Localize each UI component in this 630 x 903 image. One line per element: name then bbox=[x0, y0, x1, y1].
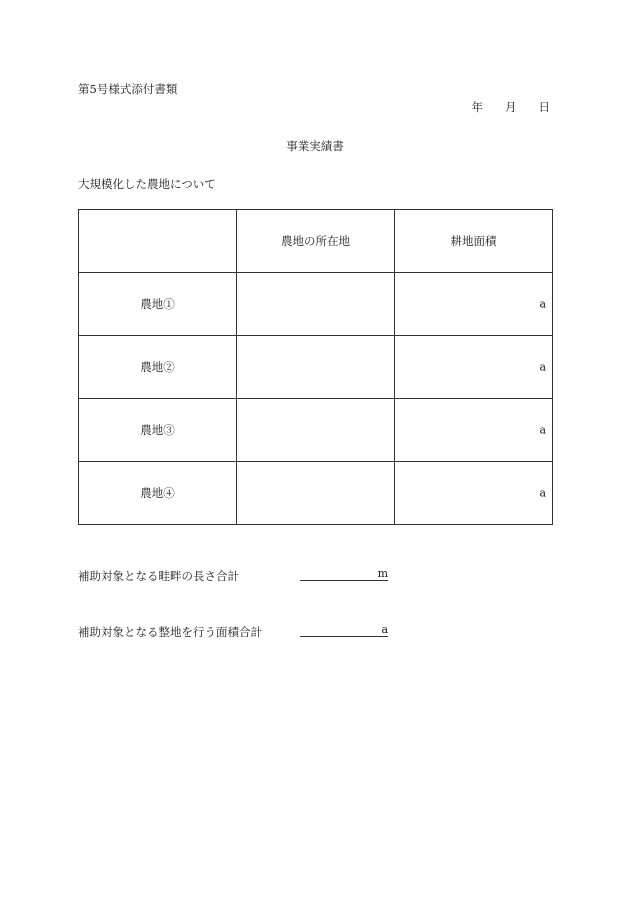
area-unit-label: a bbox=[539, 486, 546, 500]
section-heading: 大規模化した農地について bbox=[78, 177, 216, 191]
farmland-area-cell[interactable] bbox=[395, 399, 553, 462]
farmland-location-cell[interactable] bbox=[237, 273, 395, 336]
form-number: 第5号様式添付書類 bbox=[78, 82, 178, 96]
document-title: 事業実績書 bbox=[286, 139, 344, 153]
leveling-area-total-field[interactable] bbox=[300, 622, 388, 637]
farmland-name-cell: 農地③ bbox=[79, 399, 237, 462]
farmland-location-cell[interactable] bbox=[237, 336, 395, 399]
farmland-name-cell: 農地④ bbox=[79, 462, 237, 525]
leveling-area-unit: a bbox=[381, 623, 388, 636]
table-header-row bbox=[79, 210, 553, 273]
header-cell-area: 耕地面積 bbox=[395, 210, 553, 273]
area-unit-label: a bbox=[539, 297, 546, 311]
leveling-area-total-label: 補助対象となる整地を行う面積合計 bbox=[78, 625, 262, 639]
farmland-location-cell[interactable] bbox=[237, 399, 395, 462]
table-row bbox=[79, 462, 553, 525]
levee-length-total-field[interactable] bbox=[300, 566, 388, 581]
area-unit-label: a bbox=[539, 423, 546, 437]
farmland-area-cell[interactable] bbox=[395, 462, 553, 525]
farmland-area-cell[interactable] bbox=[395, 336, 553, 399]
header-cell-location: 農地の所在地 bbox=[237, 210, 395, 273]
farmland-name-cell: 農地② bbox=[79, 336, 237, 399]
levee-length-total-label: 補助対象となる畦畔の長さ合計 bbox=[78, 569, 239, 583]
levee-length-unit: m bbox=[377, 567, 388, 580]
area-unit-label: a bbox=[539, 360, 546, 374]
farmland-table bbox=[78, 209, 553, 525]
table-row bbox=[79, 399, 553, 462]
date-year-label: 年 bbox=[471, 100, 483, 114]
date-day-label: 日 bbox=[538, 100, 550, 114]
table-row bbox=[79, 273, 553, 336]
table-row bbox=[79, 336, 553, 399]
farmland-area-cell[interactable] bbox=[395, 273, 553, 336]
date-month-label: 月 bbox=[505, 100, 517, 114]
farmland-name-cell: 農地① bbox=[79, 273, 237, 336]
date-line bbox=[472, 99, 551, 115]
farmland-location-cell[interactable] bbox=[237, 462, 395, 525]
header-cell-blank bbox=[79, 210, 237, 273]
